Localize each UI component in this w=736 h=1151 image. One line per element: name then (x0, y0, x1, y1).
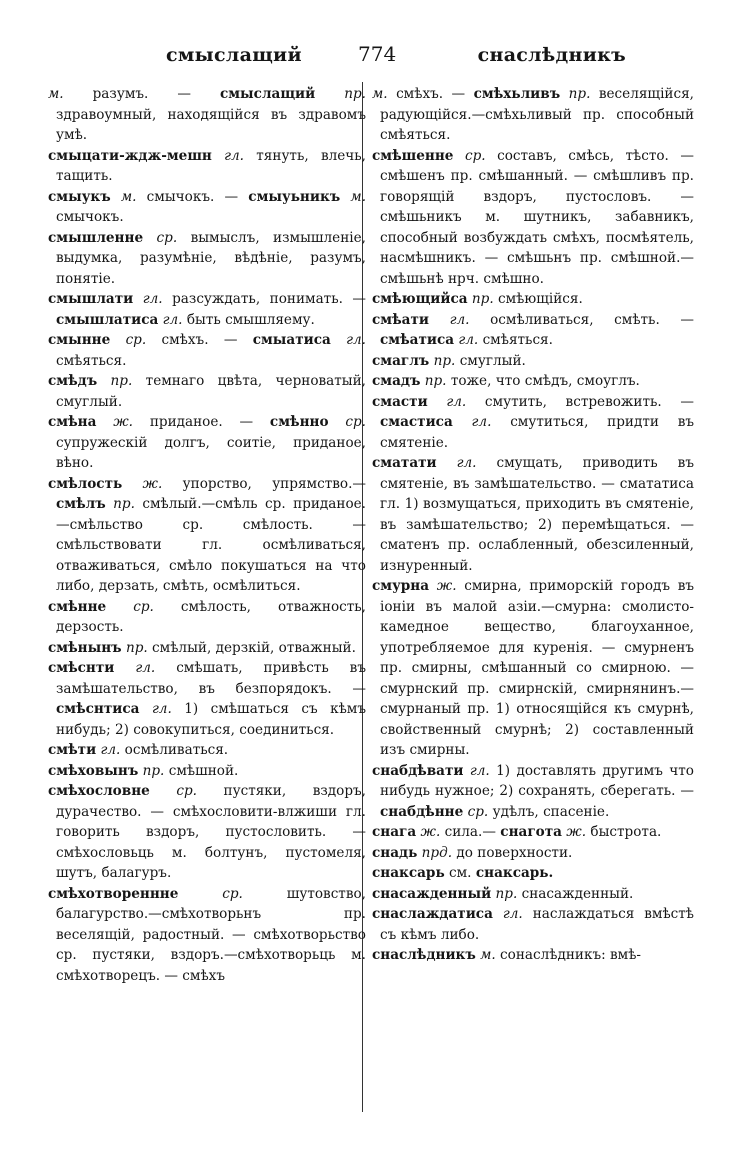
right-column (372, 84, 694, 966)
headword: смѣснтиса (56, 701, 140, 717)
grammar-label: ср. (345, 414, 366, 430)
grammar-label: м. (48, 86, 64, 102)
headword: смыатиса (252, 332, 331, 348)
headword: смѣшенне (372, 147, 454, 164)
headword: смѣхьливъ (473, 86, 561, 102)
definition: смѣлый, дерзкій, отважный. (152, 639, 356, 656)
headword: смѣющийса (372, 291, 468, 307)
grammar-label: ж. (436, 578, 457, 594)
headword: снабдѣнне (380, 803, 464, 820)
definition: смуглый. (459, 352, 526, 369)
definition: смычокъ. (56, 209, 124, 225)
definition: шутовство, балагурство.—смѣхотворьнъ пр. веселящій, радостный. — смѣхотворьство ср. пустяки, вздоръ.—смѣхотворьць м. смѣхотворецъ. — смѣхъ (56, 885, 366, 984)
headword: снаслаждатиса (372, 906, 493, 922)
definition: смутить, встревожить. — (484, 393, 694, 410)
headword: снаксарь (372, 865, 445, 881)
dictionary-entry (48, 412, 366, 474)
definition: тоже, что смѣдъ, смоуглъ. (450, 373, 640, 389)
dictionary-entry (372, 576, 694, 761)
dictionary-entry (48, 228, 366, 290)
definition: осмѣливаться, смѣть. — (490, 311, 694, 328)
definition: темнаго цвѣта, черноватый, смуглый. (56, 373, 367, 410)
grammar-label: пр. (433, 352, 456, 369)
dictionary-entry (48, 187, 366, 228)
grammar-label: ср. (176, 783, 197, 799)
grammar-label: гл. (471, 414, 492, 430)
headword: смѣнно (269, 414, 329, 430)
dictionary-entry (372, 822, 694, 843)
definition: смѣхъ. — (396, 86, 474, 102)
grammar-label: гл. (224, 147, 245, 164)
definition: тянуть, влечь, тащить. (56, 147, 366, 184)
definition: смѣшать, привѣсть въ замѣшательство, въ безпорядокъ. — (56, 660, 366, 697)
grammar-label: пр. (471, 291, 494, 307)
headword: снадь (372, 844, 418, 861)
definition: веселящійся, радующійся.—смѣхьливый пр. способный смѣяться. (380, 86, 694, 143)
dictionary-entry (372, 904, 694, 945)
dictionary-entry (372, 351, 694, 372)
definition: быстрота. (590, 824, 662, 840)
dictionary-entry (48, 884, 366, 987)
dictionary-entry (48, 474, 366, 597)
definition: смущать, приводить въ смятеніе, въ замѣшательство. — смататиса гл. 1) возмущаться, приходить въ смятеніе, въ замѣшательство; 2) перемѣщаться. — сматенъ пр. ослабленный, обезсиленный, изнуренный. (380, 455, 694, 574)
dictionary-entry (48, 761, 366, 782)
grammar-label: м. (480, 947, 496, 963)
grammar-label: пр. (495, 885, 518, 902)
headword: смѣснти (48, 660, 115, 676)
dictionary-entry (372, 884, 694, 905)
dictionary-entry (372, 843, 694, 864)
dictionary-entry (372, 863, 694, 884)
grammar-label: гл. (162, 311, 183, 328)
dictionary-entry (48, 289, 366, 330)
headword: снаслѣдникъ (372, 947, 476, 963)
dictionary-entry (372, 761, 694, 823)
definition: смѣлость, отважность, дерзость. (56, 598, 367, 635)
definition: осмѣливаться. (124, 742, 229, 758)
dictionary-entry (48, 84, 366, 146)
grammar-label: пр. (142, 762, 165, 779)
grammar-label: пр. (113, 496, 135, 512)
headword: смѣховынъ (48, 762, 139, 779)
headword: сматати (372, 455, 437, 471)
headword: смыцати-ждж-мешн (48, 147, 212, 164)
headword: смыслащий (219, 86, 316, 102)
headword: смышленне (48, 229, 144, 246)
dictionary-entry (48, 146, 366, 187)
grammar-label: прд. (421, 844, 453, 861)
headword: смасти (372, 393, 428, 410)
definition: сила.— (444, 824, 496, 840)
grammar-label: ср. (156, 229, 178, 246)
headword: смадъ (372, 373, 421, 389)
dictionary-entry (48, 371, 366, 412)
headword: смаглъ (372, 352, 430, 369)
headword: смѣдъ (48, 373, 98, 389)
definition: упорство, упрямство.— (182, 475, 366, 492)
grammar-label: ср. (222, 885, 243, 902)
headword: смышлати (48, 291, 134, 307)
headword: смурна (372, 578, 430, 594)
definition: смычокъ. — (146, 188, 249, 205)
grammar-label: ср. (464, 147, 486, 164)
definition: составъ, смѣсь, тѣсто. — смѣшенъ пр. смѣшанный. — смѣшливъ пр. говорящій вздоръ, пустословъ. — смѣшьникъ м. шутникъ, забавникъ, способный возбуждать смѣхъ, посмѣятель, насмѣшникъ. — смѣшьнъ пр. смѣшной.—смѣшьнѣ нрч. смѣшно. (380, 147, 694, 287)
grammar-label: гл. (458, 332, 479, 348)
definition: смѣхъ. — (161, 332, 253, 348)
definition: смѣяться. (56, 352, 127, 369)
headword: смѣатиса (380, 332, 455, 348)
headword: снаксарь. (475, 865, 554, 881)
definition: супружескій долгъ, соитіе, приданое, вѣно. (56, 434, 366, 471)
definition: удѣлъ, спасеніе. (492, 803, 610, 820)
definition: вымыслъ, измышленіе, выдумка, разумѣніе, вѣдѣніе, разумъ, понятіе. (56, 229, 366, 287)
definition: быть смышляему. (186, 311, 315, 328)
headword: снагота (500, 824, 562, 840)
dictionary-entry (48, 330, 366, 371)
definition: см. (449, 865, 476, 881)
dictionary-entry (372, 289, 694, 310)
grammar-label: гл. (446, 393, 467, 410)
definition: смѣлый.—смѣль ср. приданое.—смѣльство ср. смѣлость. — смѣльствовати гл. осмѣливаться, отваживаться, смѣло покушаться на что либо, дерзать, смѣть, осмѣлиться. (56, 496, 367, 594)
definition: сонаслѣдникъ: вмѣ- (500, 947, 642, 963)
grammar-label: пр. (110, 373, 133, 389)
grammar-label: м. (350, 188, 367, 205)
headword: смѣати (372, 311, 429, 328)
definition: снасажденный. (521, 885, 634, 902)
left-column (48, 84, 366, 986)
headword: смыуьникъ (248, 188, 341, 205)
grammar-label: ср. (467, 803, 489, 820)
definition: смѣющійся. (497, 291, 583, 307)
grammar-label: пр. (344, 86, 366, 102)
dictionary-entry (372, 392, 694, 454)
grammar-label: гл. (469, 762, 490, 779)
grammar-label: м. (372, 86, 388, 102)
headword: смастиса (380, 414, 453, 430)
grammar-label: гл. (456, 455, 477, 471)
headword: смѣлость (48, 475, 123, 492)
dictionary-entry (372, 84, 694, 146)
headword: снасажденный (372, 885, 492, 902)
grammar-label: пр. (568, 86, 591, 102)
dictionary-entry (372, 371, 694, 392)
grammar-label: гл. (346, 332, 366, 348)
grammar-label: ж. (566, 824, 587, 840)
definition: пустяки, вздоръ, дурачество. — смѣхословити-влжиши гл. говорить вздоръ, пустословить. — смѣхословьць м. болтунъ, пустомеля, шутъ, балагуръ. (56, 783, 367, 881)
headword: смѣхотвореннне (48, 885, 179, 902)
dictionary-entry (48, 658, 366, 740)
dictionary-entry (48, 740, 366, 761)
headword: смыукъ (48, 188, 111, 205)
grammar-label: ж. (420, 824, 441, 840)
dictionary-entry (372, 945, 694, 966)
grammar-label: ср. (125, 332, 147, 348)
grammar-label: ср. (133, 598, 154, 615)
headword: смѣна (48, 414, 97, 430)
grammar-label: ж. (142, 475, 163, 492)
page-number: 774 (358, 42, 397, 66)
definition: 1) доставлять другимъ что нибудь нужное; 2) сохранять, сберегать. — (380, 762, 694, 799)
dictionary-entry (48, 597, 366, 638)
grammar-label: пр. (125, 639, 148, 656)
definition: здравоумный, находящійся въ здравомъ умѣ. (56, 106, 366, 143)
headword: снабдѣвати (372, 762, 464, 779)
headword: смынне (48, 332, 111, 348)
definition: разумъ. — (92, 86, 220, 102)
headword: смышлатиса (56, 311, 159, 328)
grammar-label: гл. (100, 742, 121, 758)
definition: наслаждаться вмѣстѣ съ кѣмъ либо. (380, 906, 695, 943)
headword: смѣнне (48, 598, 107, 615)
grammar-label: м. (120, 188, 137, 205)
definition: смирна, приморскій городъ въ іоніи въ малой азіи.—смурна: смолисто-камедное вещество, благоуханное, употребляемое для куренія. — смурненъ пр. смирны, смѣшанный со смирною. — смурнский пр. смирнскій, смирнянинъ.—смурнаный пр. 1) относящійся къ смурнѣ, свойственный смурнѣ; 2) составленный изъ смирны. (380, 578, 694, 758)
grammar-label: гл. (502, 906, 523, 922)
definition: разсуждать, понимать. — (172, 291, 367, 307)
grammar-label: гл. (135, 660, 156, 676)
dictionary-entry (372, 453, 694, 576)
grammar-label: гл. (142, 291, 163, 307)
dictionary-entry (48, 638, 366, 659)
definition: смѣяться. (482, 332, 553, 348)
headword: смѣхословне (48, 783, 150, 799)
page-header (48, 40, 696, 70)
headword: смѣнынъ (48, 639, 122, 656)
grammar-label: гл. (151, 701, 172, 717)
header-left-guideword: смыслащий (166, 44, 302, 66)
header-right-guideword: снаслѣдникъ (477, 44, 626, 66)
headword: снага (372, 824, 417, 840)
headword: смѣти (48, 742, 97, 758)
definition: 1) смѣшаться съ кѣмъ нибудь; 2) совокупиться, соединиться. (56, 701, 366, 738)
dictionary-entry (48, 781, 366, 884)
definition: смѣшной. (168, 762, 239, 779)
definition: приданое. — (149, 414, 270, 430)
dictionary-entry (372, 310, 694, 351)
definition: до поверхности. (456, 844, 573, 861)
headword: смѣлъ (56, 496, 106, 512)
grammar-label: ж. (113, 414, 133, 430)
dictionary-entry (372, 146, 694, 290)
grammar-label: гл. (449, 311, 470, 328)
grammar-label: пр. (424, 373, 447, 389)
definition: смутиться, придти въ смятеніе. (380, 414, 695, 451)
